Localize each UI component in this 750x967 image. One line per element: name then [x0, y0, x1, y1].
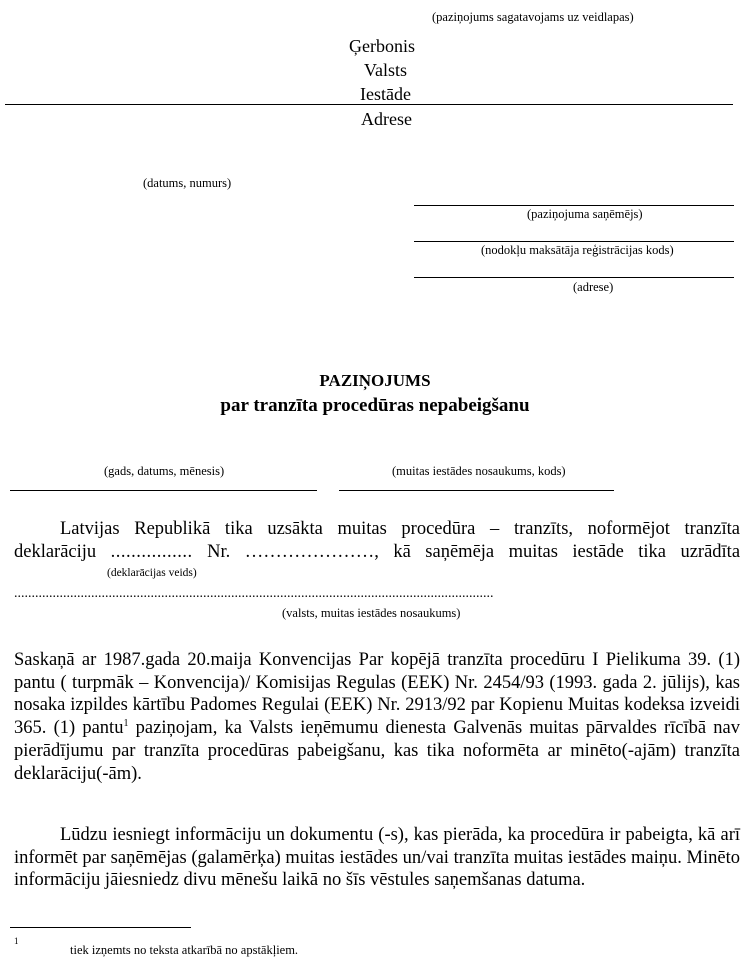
footnote-number: 1 [14, 936, 19, 946]
date-field-label: (gads, datums, mēnesis) [104, 464, 225, 478]
tax-code-label: (nodokļu maksātāja reģistrācijas kods) [481, 243, 674, 257]
footnote-text: tiek izņemts no teksta atkarībā no apstākļiem. [70, 943, 299, 957]
recipient-label: (paziņojuma saņēmējs) [527, 207, 643, 221]
date-number-label: (datums, numurs) [143, 176, 232, 190]
date-field-line [10, 490, 317, 491]
body-paragraph-1-part-2: paziņojam, ka Valsts ieņēmumu dienesta Galvenās muitas pārvaldes rīcībā nav pierādījumu par tranzīta procedūras pabeigšanu, kas tika noformēta ar minēto(-ajām) tranzīta deklarāciju(-ām). [14, 718, 740, 784]
intro-declaration-word: deklarāciju [14, 542, 97, 562]
tax-code-line [414, 241, 734, 242]
form-note: (paziņojums sagatavojams uz veidlapas) [432, 10, 634, 24]
declaration-number-blank: …………………, [244, 542, 379, 562]
declaration-type-label: (deklarācijas veids) [107, 567, 197, 579]
address-line [414, 277, 734, 278]
customs-office-field-label: (muitas iestādes nosaukums, kods) [392, 464, 566, 478]
body-paragraph-1-part-1: Saskaņā ar 1987.gada 20.maija Konvencijas Par kopējā tranzīta procedūru I Pielikuma 39. (1) pantu ( turpmāk – Konvencija)/ Komisijas Regulas (EEK) Nr. 2454/93 (1993. gada 2. jūlijs), kas nosaka izpildes kārtību Padomes Regulai (EEK) Nr. 2913/92 par Kopienu Muitas kodeksa izveidi 365. (1) pantu [14, 650, 740, 739]
intro-line-1: Latvijas Republikā tika uzsākta muitas procedūra – tranzīts, noformējot tranzīta [60, 519, 740, 539]
state-label: Valsts [364, 60, 408, 80]
intro-line-2 [14, 541, 740, 564]
recipient-line [414, 205, 734, 206]
declaration-type-blank: ................ [110, 542, 193, 562]
intro-line-2-end: kā saņēmēja muitas iestāde tika uzrādīta [393, 542, 741, 562]
document-title: PAZIŅOJUMS [319, 371, 431, 390]
recipient-address-label: (adrese) [573, 280, 614, 294]
country-office-dotted-line: ......................................................................................................................................... [14, 586, 494, 601]
country-office-label: (valsts, muitas iestādes nosaukums) [282, 606, 461, 620]
address-label: Adrese [361, 109, 412, 129]
footnote-divider [10, 927, 191, 928]
intro-nr-label: Nr. [207, 542, 231, 562]
customs-office-field-line [339, 490, 614, 491]
coat-of-arms-label: Ģerbonis [349, 36, 415, 56]
header-divider [5, 104, 733, 105]
body-paragraph-1 [14, 649, 740, 785]
body-paragraph-2: Lūdzu iesniegt informāciju un dokumentu (-s), kas pierāda, ka procedūra ir pabeigta, kā arī informēt par saņēmējas (galamērķa) muitas iestādes un/vai tranzīta muitas iestādes maiņu. Minēto informāciju jāiesniedz divu mēnešu laikā no šīs vēstules saņemšanas datuma. [14, 825, 740, 891]
institution-label: Iestāde [360, 84, 411, 104]
footnote-reference: 1 [123, 717, 129, 729]
document-subtitle: par tranzīta procedūras nepabeigšanu [220, 395, 530, 416]
